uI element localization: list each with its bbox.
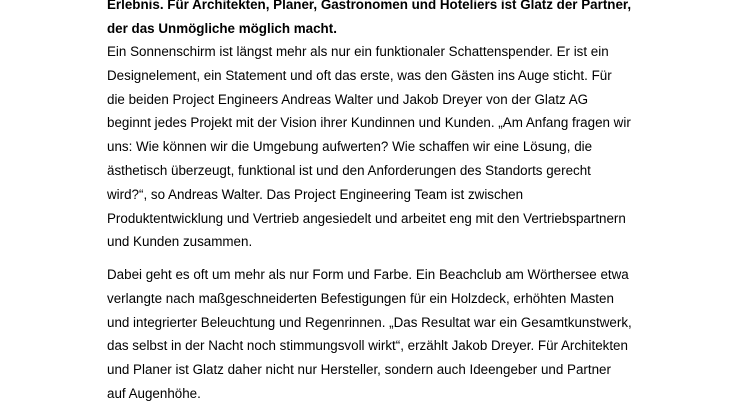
- paragraph-line: und Kunden zusammen.: [107, 234, 253, 250]
- body-paragraph-1: [107, 40, 707, 254]
- paragraph-line: verlangte nach maßgeschneiderten Befestigungen für ein Holzdeck, erhöhten Masten: [107, 290, 614, 306]
- paragraph-line: uns: Wie können wir die Umgebung aufwerten? Wie schaffen wir eine Lösung, die: [107, 139, 593, 155]
- paragraph-line: auf Augenhöhe.: [107, 385, 201, 401]
- paragraph-line: Dabei geht es oft um mehr als nur Form und Farbe. Ein Beachclub am Wörthersee etwa: [107, 267, 629, 282]
- paragraph-line: Produktentwicklung und Vertrieb angesiedelt und arbeitet eng mit den Vertriebspartnern: [107, 210, 626, 226]
- lead-line: der das Unmögliche möglich macht.: [107, 20, 337, 36]
- paragraph-line: und integrierter Beleuchtung und Regenrinnen. „Das Resultat war ein Gesamtkunstwerk,: [107, 314, 632, 330]
- body-paragraph-2: [107, 263, 707, 406]
- paragraph-line: die beiden Project Engineers Andreas Walter und Jakob Dreyer von der Glatz AG: [107, 91, 589, 107]
- lead-line: Erlebnis. Für Architekten, Planer, Gastronomen und Hoteliers ist Glatz der Partner,: [107, 0, 632, 12]
- paragraph-line: beginnt jedes Projekt mit der Vision ihrer Kundinnen und Kunden. „Am Anfang fragen wir: [107, 115, 631, 131]
- paragraph-line: Designelement, ein Statement und oft das erste, was den Gästen ins Auge sticht. Für: [107, 67, 612, 83]
- paragraph-line: Ein Sonnenschirm ist längst mehr als nur ein funktionaler Schattenspender. Er ist ein: [107, 44, 609, 59]
- paragraph-line: wird?“, so Andreas Walter. Das Project Engineering Team ist zwischen: [107, 186, 524, 202]
- paragraph-line: und Planer ist Glatz daher nicht nur Hersteller, sondern auch Ideengeber und Partner: [107, 362, 611, 378]
- lead-paragraph: [107, 0, 707, 41]
- paragraph-line: das selbst in der Nacht noch stimmungsvoll wirkt“, erzählt Jakob Dreyer. Für Architekten: [107, 338, 628, 354]
- paragraph-line: ästhetisch überzeugt, funktional ist und den Anforderungen des Standorts gerecht: [107, 162, 591, 178]
